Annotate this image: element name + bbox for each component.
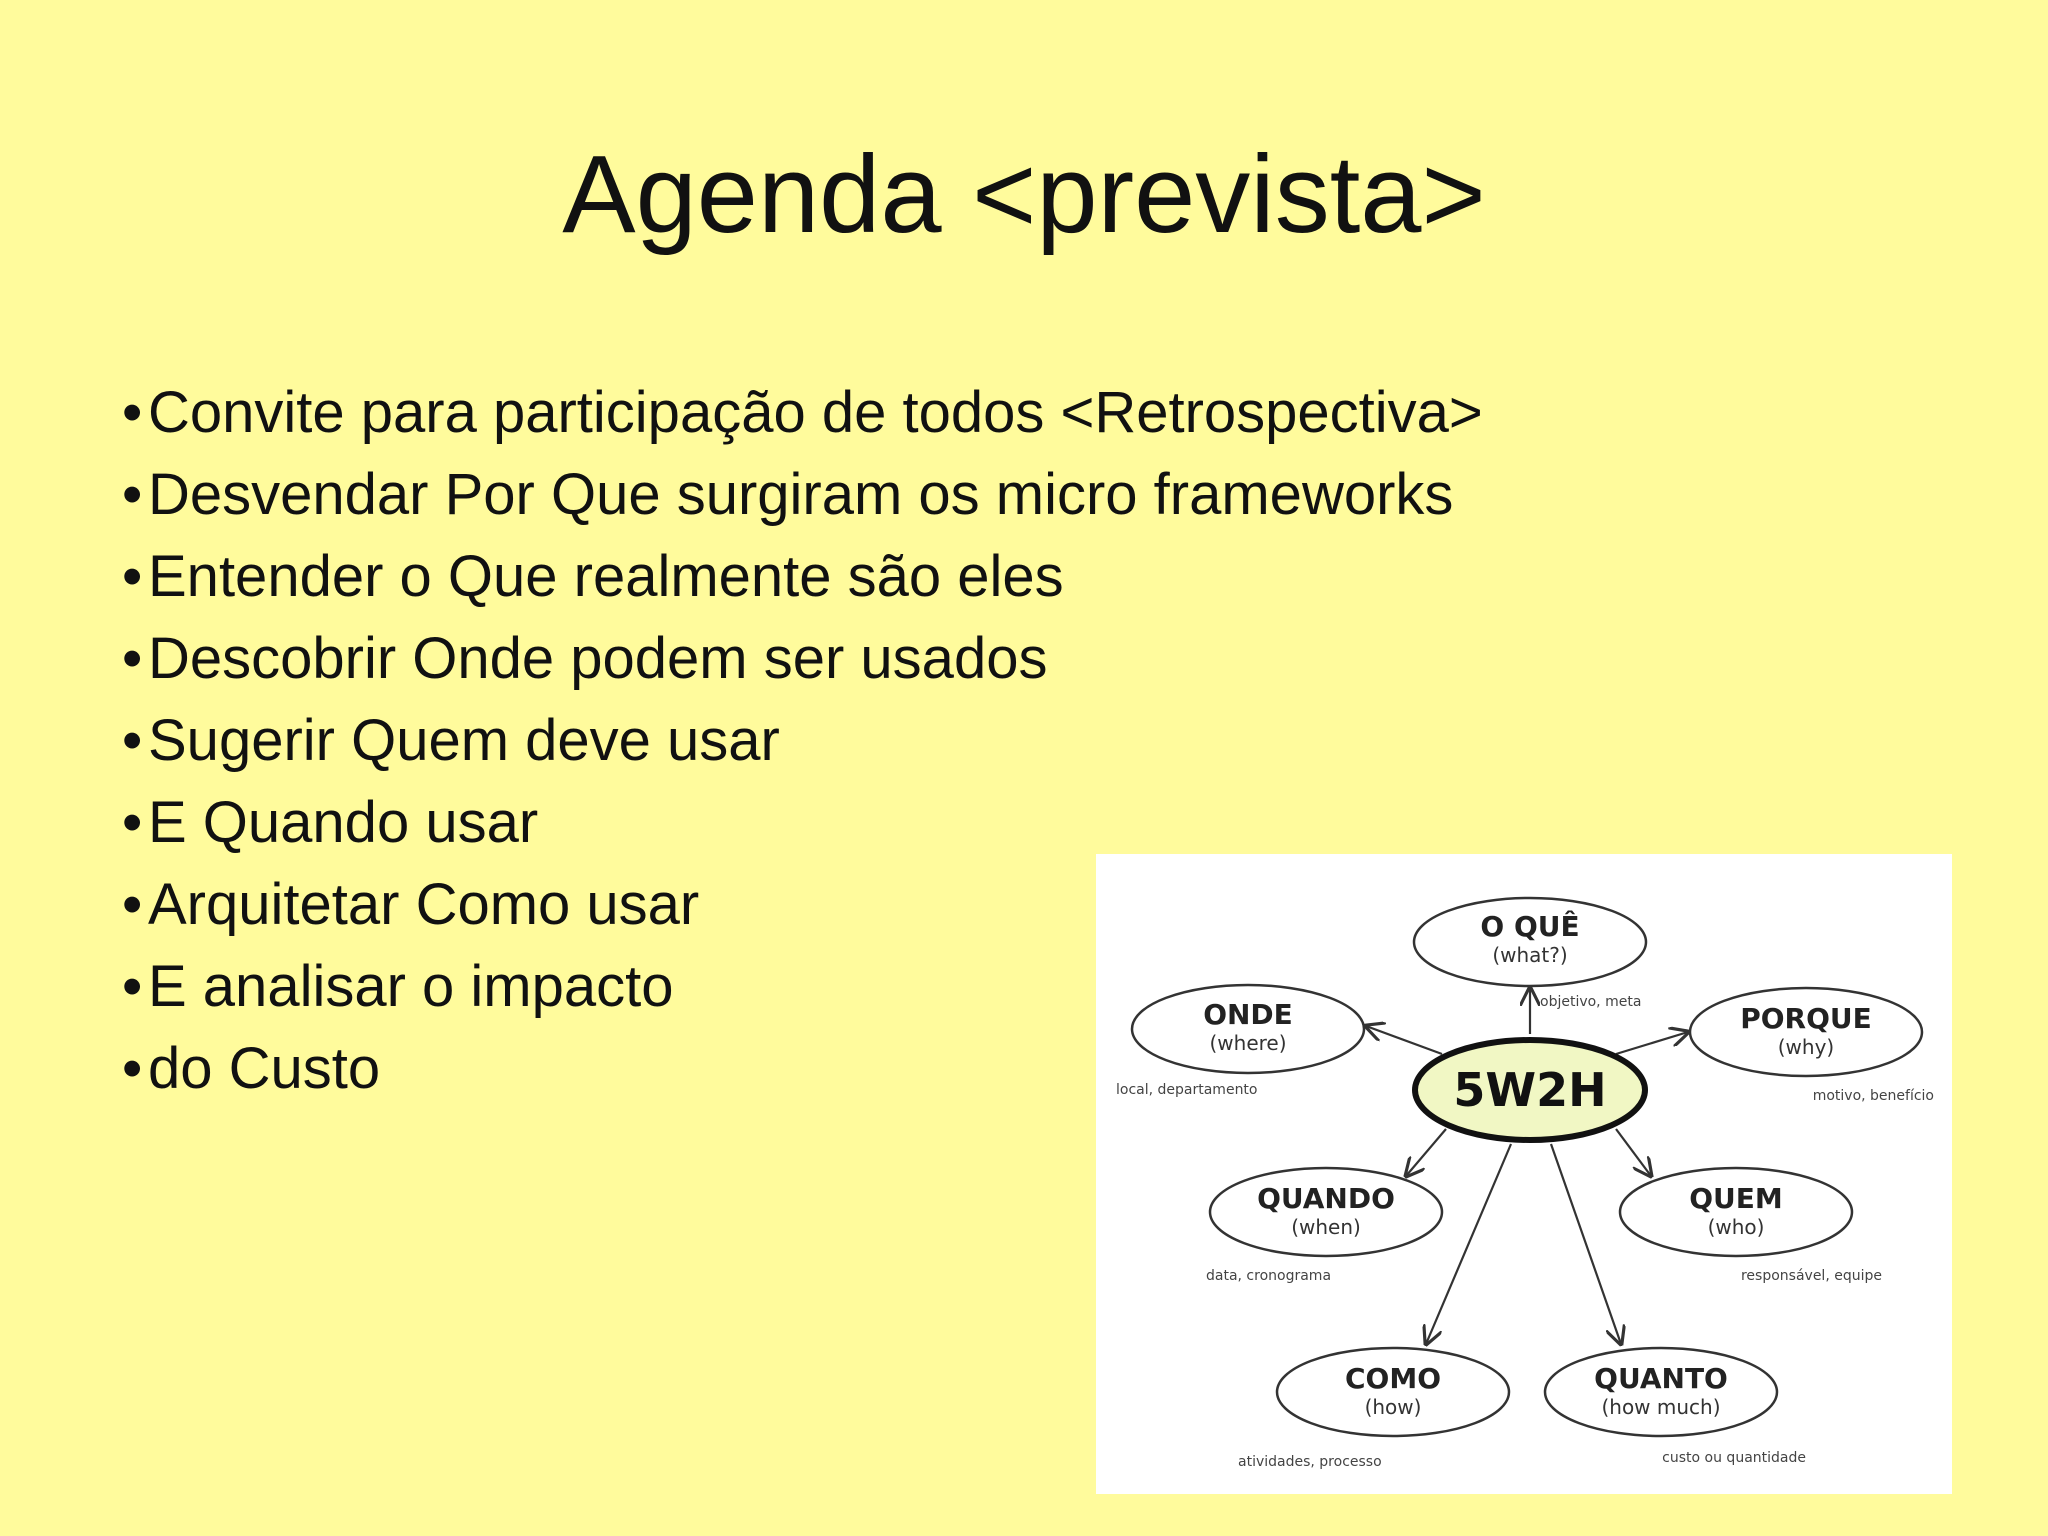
agenda-item-text: Sugerir Quem deve usar <box>148 708 780 773</box>
agenda-item-text: E analisar o impacto <box>148 954 674 1019</box>
node-porque-label: PORQUE <box>1740 1002 1872 1035</box>
agenda-item-text: E Quando usar <box>148 790 539 855</box>
node-oque-label: O QUÊ <box>1480 910 1580 943</box>
agenda-item <box>122 700 1483 782</box>
node-onde-note: local, departamento <box>1116 1082 1258 1098</box>
node-onde-label: ONDE <box>1203 998 1293 1031</box>
bullet-icon: • <box>122 626 143 691</box>
node-quando-label: QUANDO <box>1257 1182 1395 1215</box>
bullet-icon: • <box>122 1036 143 1101</box>
node-onde-sub: (where) <box>1209 1031 1287 1055</box>
node-quanto-note: custo ou quantidade <box>1662 1450 1806 1466</box>
connector-quando <box>1406 1129 1446 1176</box>
node-quando-note: data, cronograma <box>1206 1268 1332 1284</box>
agenda-item-text: Convite para participação de todos <Retrospectiva> <box>148 380 1483 445</box>
5w2h-diagram <box>1096 854 1952 1494</box>
agenda-item-text: Descobrir Onde podem ser usados <box>148 626 1048 691</box>
bullet-icon: • <box>122 872 143 937</box>
node-quem-label: QUEM <box>1689 1182 1783 1215</box>
node-quem-sub: (who) <box>1707 1215 1765 1239</box>
agenda-item <box>122 618 1483 700</box>
node-quanto-sub: (how much) <box>1601 1395 1721 1419</box>
node-porque-sub: (why) <box>1777 1035 1835 1059</box>
bullet-icon: • <box>122 462 143 527</box>
node-oque-note: objetivo, meta <box>1540 994 1642 1010</box>
bullet-icon: • <box>122 954 143 1019</box>
node-quem-note: responsável, equipe <box>1740 1268 1882 1284</box>
connector-quem <box>1616 1129 1651 1176</box>
5w2h-diagram-svg <box>1096 854 1952 1494</box>
agenda-item-text: do Custo <box>148 1036 381 1101</box>
center-label: 5W2H <box>1453 1063 1607 1117</box>
agenda-item <box>122 782 1483 864</box>
connector-onde <box>1366 1026 1442 1054</box>
agenda-item <box>122 372 1483 454</box>
slide-title: Agenda <prevista> <box>562 133 1486 256</box>
node-porque-note: motivo, benefício <box>1812 1088 1934 1104</box>
bullet-icon: • <box>122 544 143 609</box>
agenda-item-text: Entender o Que realmente são eles <box>148 544 1064 609</box>
connector-quanto <box>1551 1144 1621 1344</box>
bullet-icon: • <box>122 708 143 773</box>
node-como-sub: (how) <box>1364 1395 1422 1419</box>
node-quando-sub: (when) <box>1291 1215 1361 1239</box>
connector-porque <box>1616 1032 1688 1054</box>
agenda-item-text: Desvendar Por Que surgiram os micro frameworks <box>148 462 1454 527</box>
agenda-item-text: Arquitetar Como usar <box>148 872 700 937</box>
node-quanto-label: QUANTO <box>1594 1362 1728 1395</box>
agenda-item <box>122 536 1483 618</box>
node-como-label: COMO <box>1344 1362 1442 1395</box>
agenda-item <box>122 454 1483 536</box>
connector-como <box>1426 1144 1511 1344</box>
node-como-note: atividades, processo <box>1238 1454 1382 1470</box>
node-oque-sub: (what?) <box>1492 943 1568 967</box>
bullet-icon: • <box>122 790 143 855</box>
bullet-icon: • <box>122 380 143 445</box>
